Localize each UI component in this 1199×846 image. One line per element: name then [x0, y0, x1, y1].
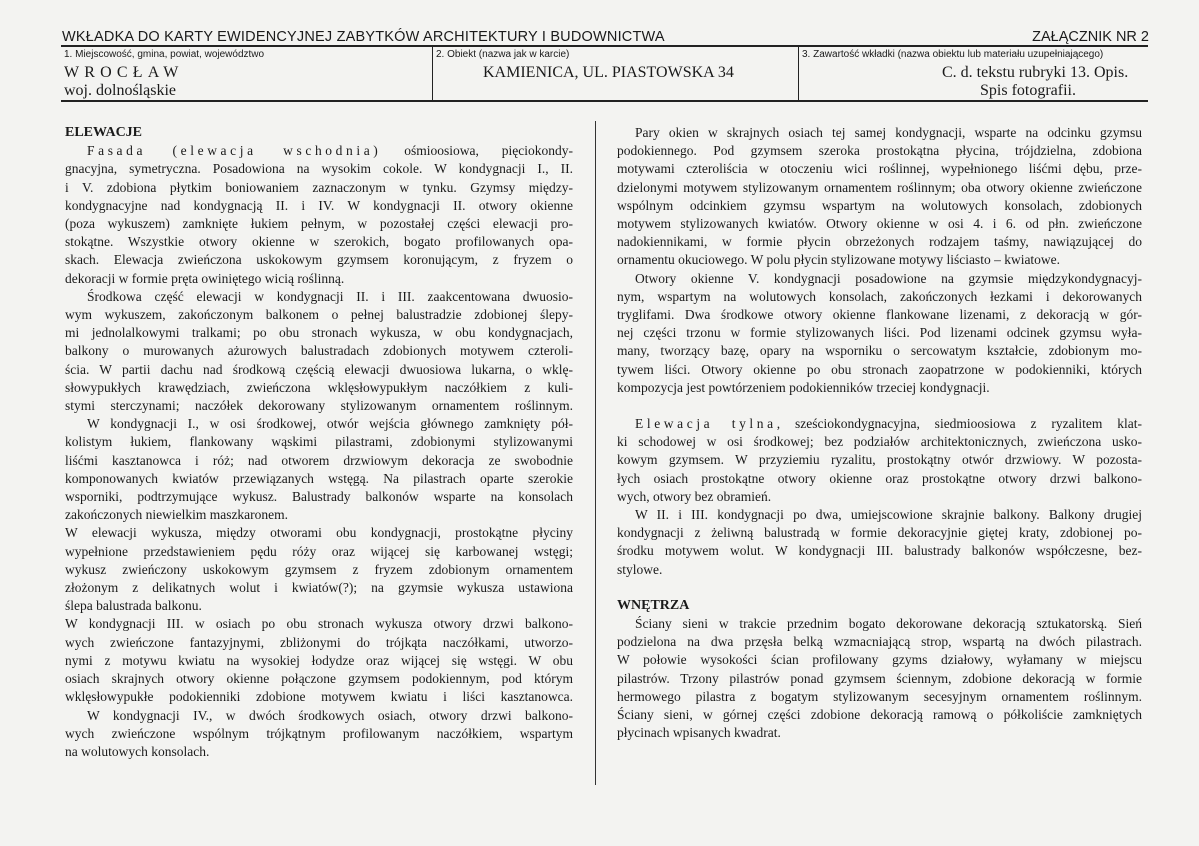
text-line: kompozycja jest powtórzeniem podokienników trzeciej kondygnacji.: [617, 379, 990, 395]
text-line: Środkowa część elewacji w kondygnacji II. i III. zaakcentowana dwuosio-: [87, 288, 573, 304]
text-line: stymi sterczynami; naczółek dekorowany stylizowanym ornamentem roślinnym.: [65, 398, 573, 414]
text-line: wych zwieńczone wspólnym trójkątnym profilowanym naczółkiem, wspartym: [65, 725, 573, 741]
text-line: mi jednolalkowymi tralkami; po obu stronach wykusza, w obu kondygnacjach,: [65, 325, 573, 341]
text-line: nymi z motywu kwiatu na wysokiej łodydze oraz wijącej się wstęgi. W obu: [65, 652, 573, 668]
field-object-value: KAMIENICA, UL. PIASTOWSKA 34: [483, 64, 734, 81]
text-line: osiach skrajnych otwory okienne połączone gzymsem podokiennym, pod którym: [65, 671, 573, 687]
text-line: Ściany sieni w trakcie przednim bogato dekorowane dekoracją sztukatorską. Sień: [635, 616, 1142, 632]
text-line: dekoracji w formie pręta owiniętego wicią roślinną.: [65, 270, 345, 286]
text-line: skach. Elewacja zwieńczona uskokowym gzymsem koronującym, z fryzem o: [65, 252, 573, 268]
text-line: W kondygnacji I., w osi środkowej, otwór wejścia głównego zamknięty pół-: [87, 416, 573, 432]
text-line: zakończonych niewielkim maszkaronem.: [65, 507, 289, 523]
text-line: tryglifami. Dwa środkowe otwory okienne flankowane lizenami, z dekoracją w gór-: [617, 307, 1142, 323]
text-line: wsporniki, podtrzymujące wykusz. Balustrady balkonów wsparte na konsolach: [65, 489, 573, 505]
text-line: tywem liści. Otwory okienne po obu stronach zaopatrzone w podokienniki, których: [617, 361, 1142, 377]
text-line: (poza wykuszem) zamknięte łukiem pełnym, w pozostałej części elewacji pro-: [65, 216, 573, 232]
field-location-label: 1. Miejscowość, gmina, powiat, województwo: [64, 49, 265, 60]
text-line: ścia. W partii dachu nad środkową częścią elewacji dwuosiowa lukarna, o wklę-: [65, 361, 573, 377]
text-line: W elewacji wykusza, między otworami obu kondygnacji, prostokątne płyciny: [65, 525, 573, 541]
field-content-value-2: Spis fotografii.: [980, 82, 1076, 99]
text-line: na wolutowych konsolach.: [65, 743, 210, 759]
field-content-value-1: C. d. tekstu rubryki 13. Opis.: [942, 64, 1129, 81]
text-line: kowym gzymsem. W przyziemiu ryzalitu, prostokątny otwór drzwiowy. W pozosta-: [617, 452, 1142, 468]
text-line: złożonym z delikatnych wolut i kwiatów(?); na gzymsie wykusza ustawiona: [65, 580, 573, 596]
spaced-lead-text: Fasada (elewacja wschodnia): [87, 143, 382, 159]
text-line: wypełnione przedstawieniem pędu róży oraz wijącej się karbowanej wstęgi;: [65, 543, 573, 559]
text-line: wykusz zwieńczony uskokowym gzymsem z fryzem zdobionym ornamentem: [65, 561, 573, 577]
header-fields-table: [61, 45, 1148, 102]
text-line: W kondygnacji III. w osiach po obu stronach wykusza otwory drzwi balkono-: [65, 616, 573, 632]
interior-body: [617, 615, 1142, 742]
text-line: wspólnym odcinkiem gzymsu wspartym na wolutowych konsolach, zdobionych: [617, 197, 1142, 213]
text-line: kolistym łukiem, flankowany wąskimi pilastrami, zdobionymi stylizowanymi: [65, 434, 573, 450]
field-object-label: 2. Obiekt (nazwa jak w karcie): [436, 49, 570, 60]
text-line: Ściany sieni, w górnej części zdobione dekoracją ramową o półkoliście zamkniętych: [617, 707, 1142, 723]
text-line: ślepa balustrada balkonu.: [65, 598, 202, 614]
left-column: [65, 124, 573, 761]
field-location-region: woj. dolnośląskie: [64, 82, 176, 99]
text-line: wych zwieńczone fantazyjnymi, zbliżonymi do trójkąta naczółkami, utworzo-: [65, 634, 573, 650]
paragraph-gap: [617, 579, 1142, 597]
document-title: WKŁADKA DO KARTY EWIDENCYJNEJ ZABYTKÓW ARCHITEKTURY I BUDOWNICTWA: [62, 29, 665, 45]
text-line: podzielona na dwa przęsła belką wzmacniającą strop, wspartą na dwóch pilastrach.: [617, 634, 1142, 650]
text-line: hermowego pilastra z bogatym stylizowanym secesyjnym ornamentem roślinnym.: [617, 688, 1142, 704]
text-line: środku motywem wolut. W kondygnacji III. balustrady balkonów współczesne, bez-: [617, 543, 1142, 559]
section-heading-elewacje: ELEWACJE: [65, 125, 143, 140]
text-line: wych, otwory bez obramień.: [617, 488, 772, 504]
right-column: [617, 124, 1142, 743]
text-line: W II. i III. kondygnacji po dwa, umiejscowione skrajnie balkony. Balkony drugiej: [635, 507, 1142, 523]
text-line: i V. zdobiona płytkim boniowaniem zaznaczonym w tynku. Gzymsy między-: [65, 179, 573, 195]
annex-label: ZAŁĄCZNIK NR 2: [1032, 29, 1149, 45]
text-line: Elewacja tylna, sześciokondygnacyjna, siedmioosiowa z ryzalitem klat-: [635, 416, 1142, 432]
text-line: Otwory okienne V. kondygnacji posadowione na gzymsie międzykondygnacyj-: [635, 270, 1142, 286]
text-line: nej części trzonu w formie stylizowanych liści. Pod lizenami odcinek gzymsu wyła-: [617, 325, 1142, 341]
text-line: nym, wspartym na wolutowych konsolach, zakończonych łezkami i dekorowanych: [617, 288, 1142, 304]
text-line: płycinach wpisanych kwadrat.: [617, 725, 781, 741]
text-line: Fasada (elewacja wschodnia) ośmioosiowa, pięciokondy-: [87, 143, 573, 159]
section-heading-wnetrza: WNĘTRZA: [617, 597, 690, 613]
text-line: gnacyjna, symetryczna. Posadowiona na wysokim cokole. W kondygnacji I., II.: [65, 161, 573, 177]
field-location: [61, 47, 432, 100]
text-line: liśćmi kasztanowca i róż; nad otworem drzwiowym dekoracja ze swobodnie: [65, 452, 573, 468]
text-line: kondygnacji z żeliwną balustradą w formie dekoracyjnie giętej kraty, zdobionej po-: [617, 525, 1142, 541]
rear-elevation-body: [617, 415, 1142, 579]
text-line: dzielonymi motywem stylizowanym ornamentem roślinnym; oba otwory okienne zwieńczone: [617, 179, 1142, 195]
text-line: nadokiennikami, w formie płycin obrzeżonych rodzajem taśmy, nawiązującej do: [617, 234, 1142, 250]
text-line: ornamentu okuciowego. W polu płycin stylizowane motywy liściasto – kwiatowe.: [617, 252, 1061, 268]
text-line: wym wykuszem, zakończonym balkonem o pełnej balustradzie zdobionej ślepy-: [65, 307, 573, 323]
field-location-city: WROCŁAW: [64, 64, 184, 81]
text-line: pilastrów. Trzony pilastrów ponad gzymsem ściennym, zdobione dekoracją w formie: [617, 670, 1142, 686]
right-column-body: [617, 124, 1142, 397]
text-line: many, tworzący bazę, opary na wsporniku o sercowatym kształcie, zdobionym mo-: [617, 343, 1142, 359]
spaced-lead-text: Elewacja tylna: [635, 416, 777, 432]
text-line: ki schodowej w osi środkowej; bez podziałów architektonicznych, zwieńczona usko-: [617, 434, 1142, 450]
text-line: kondygnacyjne nad kondygnacją II. i IV. W kondygnacji II. otwory okienne: [65, 197, 573, 213]
text-line: W kondygnacji IV., w dwóch środkowych osiach, otwory drzwi balkono-: [87, 707, 573, 723]
text-line: Pary okien w skrajnych osiach tej samej kondygnacji, wsparte na odcinku gzymsu: [635, 125, 1142, 140]
field-object: [432, 47, 798, 100]
field-content-label: 3. Zawartość wkładki (nazwa obiektu lub materiału uzupełniającego): [802, 49, 1104, 60]
page-header: [62, 29, 1149, 45]
text-line: wklęsłowypukłe podokienniki zdobione motywem kwiatu i liści kasztanowca.: [65, 689, 573, 705]
field-content: [798, 47, 1148, 100]
column-divider: [595, 121, 596, 785]
text-line: stokątne. Wszystkie otwory okienne w szerokich, bogato profilowanych opa-: [65, 234, 573, 250]
text-line: motywami czteroliścia w otoczeniu wici roślinnej, wypełnionego liśćmi dębu, prze-: [617, 161, 1142, 177]
text-line: łych osiach prostokątne otwory okienne oraz prostokątne otwory drzwi balkono-: [617, 470, 1142, 486]
text-line: komponowanych kwiatów przewiązanych wstęgą. Na pilastrach oparte szerokie: [65, 470, 573, 486]
text-line: motywem stylizowanych kwiatów. Otwory okienne w osi 4. i 6. od płn. zwieńczone: [617, 216, 1142, 232]
paragraph-gap: [617, 397, 1142, 415]
text-line: balkony o murowanych ażurowych balustradach zdobionych motywem czteroli-: [65, 343, 573, 359]
text-line: podokiennego. Pod gzymsem szeroka prostokątna płycina, trójdzielna, zdobiona: [617, 143, 1142, 159]
text-line: stylowe.: [617, 561, 663, 577]
text-line: W połowie wysokości ścian profilowany gzyms działowy, wyłamany w miejscu: [617, 652, 1142, 668]
text-line: słowypukłych krawędziach, zwieńczona wklęsłowypukłym naczółkiem z kuli-: [65, 379, 573, 395]
left-column-body: [65, 142, 573, 761]
